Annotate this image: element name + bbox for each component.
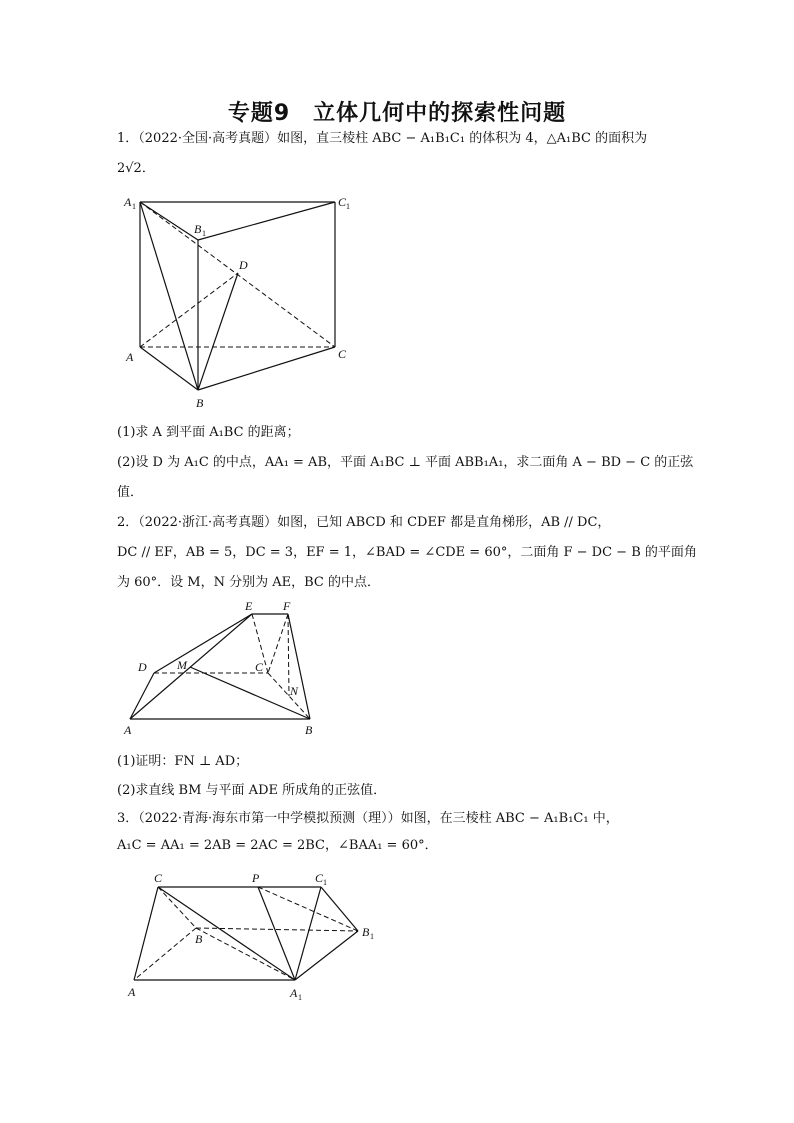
- q1-figure-edges: [140, 202, 335, 390]
- q3-figure-edges: [134, 887, 358, 980]
- q2-stem-line3: 为 60°．设 M，N 分别为 AE，BC 的中点．: [117, 575, 381, 590]
- q2-label-F: F: [283, 599, 291, 613]
- q2-part1: (1)证明：FN ⊥ AD；: [117, 754, 249, 769]
- q3-label-A1: A: [290, 986, 298, 1000]
- q1-stem-line1: 1．（2022·全国·高考真题）如图，直三棱柱 ABC − A₁B₁C₁ 的体积为 4，△A₁BC 的面积为: [117, 131, 648, 146]
- q2-label-C: C: [255, 660, 264, 674]
- q2-part2: (2)求直线 BM 与平面 ADE 所成角的正弦值．: [117, 783, 387, 798]
- q2-label-E: E: [245, 599, 253, 613]
- q3-label-B1: B: [362, 925, 370, 939]
- q3-label-A: A: [128, 985, 136, 999]
- q3-stem-line2: A₁C = AA₁ = 2AB = 2AC = 2BC，∠BAA₁ = 60°．: [117, 838, 438, 853]
- q3-label-C1-sub: 1: [323, 878, 327, 887]
- q1-label-C1-sub: 1: [346, 202, 350, 211]
- q1-label-D: D: [239, 258, 248, 272]
- q3-label-C: C: [154, 871, 163, 885]
- q3-stem-line1: 3．（2022·青海·海东市第一中学模拟预测（理））如图，在三棱柱 ABC − A₁B₁C₁ 中，: [117, 811, 619, 826]
- q3-label-B1-sub: 1: [370, 932, 374, 941]
- q1-label-B1-sub: 1: [202, 229, 206, 238]
- q1-label-B1: B: [194, 222, 202, 236]
- q3-label-P: P: [252, 871, 260, 885]
- q2-label-A: A: [124, 723, 132, 737]
- q1-label-A1-sub: 1: [132, 202, 136, 211]
- q1-label-C: C: [338, 347, 347, 361]
- q1-part2-line1: (2)设 D 为 A₁C 的中点，AA₁ = AB，平面 A₁BC ⊥ 平面 ABB₁A₁，求二面角 A − BD − C 的正弦: [117, 455, 694, 470]
- q3-prism-figure: [118, 860, 388, 1010]
- q1-label-A: A: [126, 350, 134, 364]
- q2-label-M: M: [177, 658, 187, 672]
- q3-label-A1-sub: 1: [298, 993, 302, 1002]
- q2-label-N: N: [290, 684, 299, 698]
- page-title: 专题9 立体几何中的探索性问题: [227, 101, 567, 126]
- q1-label-B: B: [196, 396, 204, 410]
- q2-label-D: D: [138, 660, 147, 674]
- q1-part2-line2: 值．: [117, 485, 144, 500]
- q3-label-C1: C: [315, 871, 324, 885]
- q1-prism-figure: [110, 185, 370, 415]
- q2-stem-line2: DC // EF，AB = 5，DC = 3，EF = 1，∠BAD = ∠CDE = 60°，二面角 F − DC − B 的平面角: [117, 545, 697, 560]
- q2-stem-line1: 2．（2022·浙江·高考真题）如图，已知 ABCD 和 CDEF 都是直角梯形，AB // DC，: [117, 515, 611, 530]
- q3-label-B: B: [195, 932, 203, 946]
- q1-label-C1: C: [338, 195, 347, 209]
- q1-label-A1: A: [124, 195, 132, 209]
- q1-stem-line2: 2√2．: [117, 161, 155, 176]
- q2-label-B: B: [305, 723, 313, 737]
- q1-part1: (1)求 A 到平面 A₁BC 的距离；: [117, 425, 300, 440]
- q2-figure-edges: [130, 614, 310, 719]
- q2-trapezoid-figure: [118, 592, 328, 742]
